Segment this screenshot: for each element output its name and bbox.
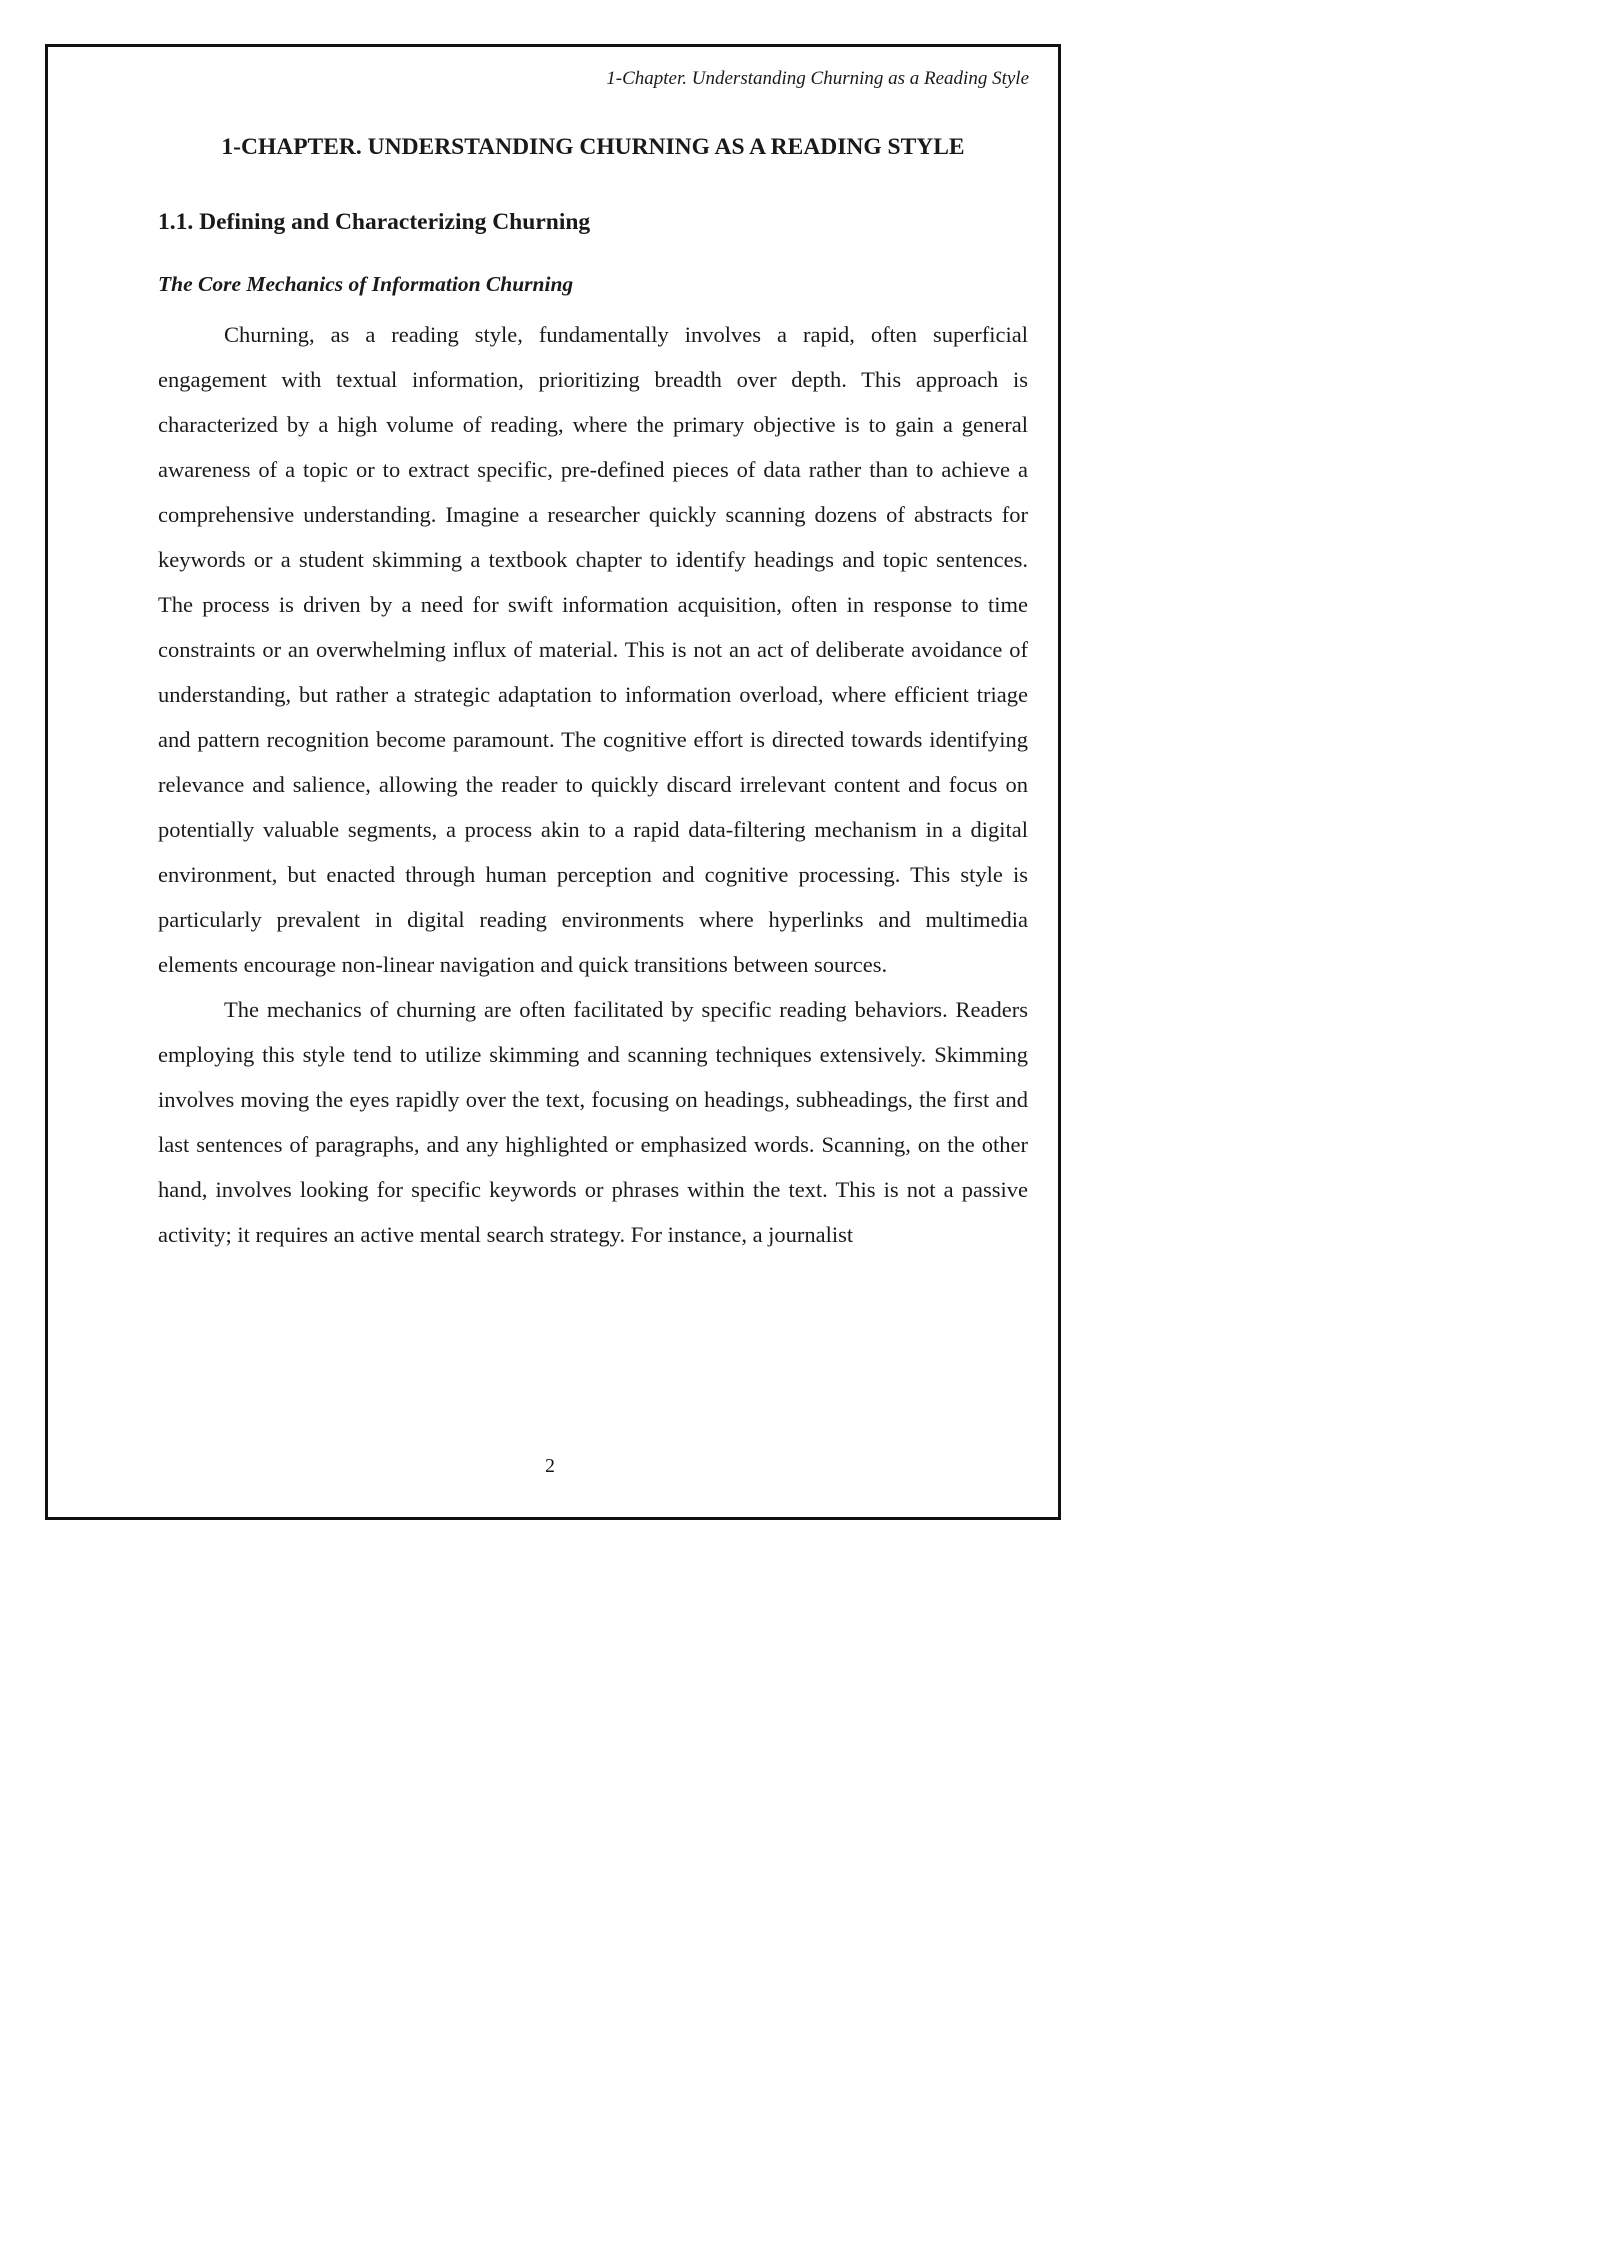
body-paragraph: Churning, as a reading style, fundamentally involves a rapid, often superficial engagement with textual information, prioritizing breadth over depth. This approach is characterized by a high volume of reading, where the primary objective is to gain a general awareness of a topic or to extract specific, pre-defined pieces of data rather than to achieve a comprehensive understanding. Imagine a researcher quickly scanning dozens of abstracts for keywords or a student skimming a textbook chapter to identify headings and topic sentences. The process is driven by a need for swift information acquisition, often in response to time constraints or an overwhelming influx of material. This is not an act of deliberate avoidance of understanding, but rather a strategic adaptation to information overload, where efficient triage and pattern recognition become paramount. The cognitive effort is directed towards identifying relevance and salience, allowing the reader to quickly discard irrelevant content and focus on potentially valuable segments, a process akin to a rapid data-filtering mechanism in a digital environment, but enacted through human perception and cognitive processing. This style is particularly prevalent in digital reading environments where hyperlinks and multimedia elements encourage non-linear navigation and quick transitions between sources. <box>158 322 1028 977</box>
running-header: 1-Chapter. Understanding Churning as a Reading Style <box>606 68 1029 89</box>
subsection-heading: The Core Mechanics of Information Churning <box>158 272 574 296</box>
body-paragraph: The mechanics of churning are often facilitated by specific reading behaviors. Readers employing this style tend to utilize skimming and scanning techniques extensively. Skimming involves moving the eyes rapidly over the text, focusing on headings, subheadings, the first and last sentences of paragraphs, and any highlighted or emphasized words. Scanning, on the other hand, involves looking for specific keywords or phrases within the text. This is not a passive activity; it requires an active mental search strategy. For instance, a journalist <box>158 997 1028 1247</box>
section-heading: 1.1. Defining and Characterizing Churning <box>158 209 591 235</box>
body-text <box>158 312 1028 1257</box>
page-number: 2 <box>545 1455 555 1477</box>
chapter-title: 1-CHAPTER. UNDERSTANDING CHURNING AS A READING STYLE <box>221 134 965 160</box>
